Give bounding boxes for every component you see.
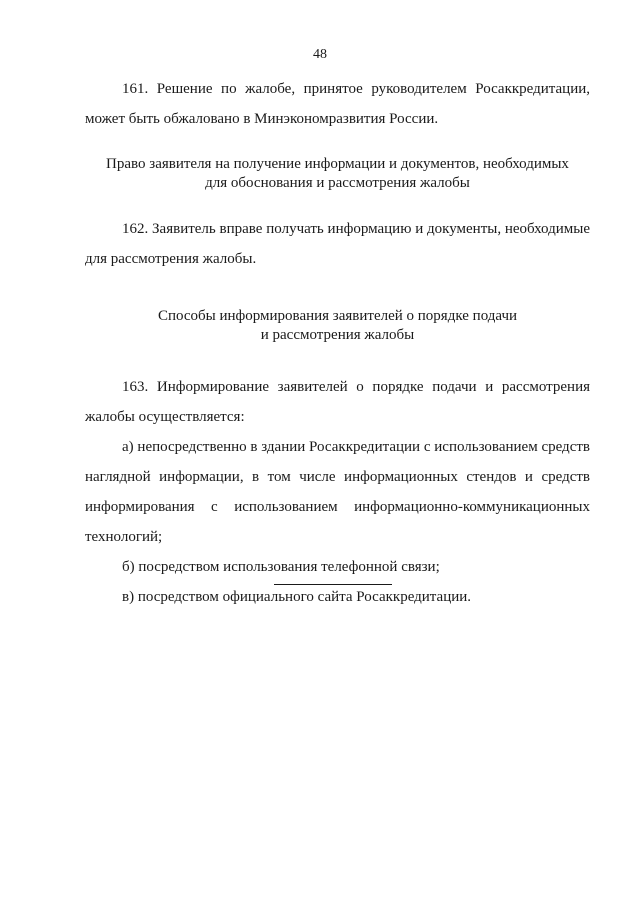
list-item-c: в) посредством официального сайта Росаккредитации. (122, 589, 472, 605)
list-item-a: а) непосредственно в здании Росаккредитации с использованием средств наглядной информации, в том числе информационных стендов и средств информирования с использованием информационно-коммуникационных технологий; (85, 439, 590, 545)
end-of-section-rule (274, 584, 392, 585)
section-heading-right-to-information (85, 155, 590, 193)
paragraph-161: 161. Решение по жалобе, принятое руководителем Росаккредитации, может быть обжаловано в Минэкономразвития России. (85, 81, 590, 127)
section-heading-line: Способы информирования заявителей о порядке подачи (157, 308, 518, 324)
page-number: 48 (313, 47, 327, 62)
section-heading-line: для обоснования и рассмотрения жалобы (205, 175, 470, 191)
section-heading-line: Право заявителя на получение информации и документов, необходимых (106, 156, 569, 172)
list-item-b: б) посредством использования телефонной связи; (122, 559, 440, 575)
paragraph-163-intro: 163. Информирование заявителей о порядке подачи и рассмотрения жалобы осуществляется: (85, 379, 590, 425)
section-heading-line: и рассмотрения жалобы (260, 327, 415, 343)
section-heading-methods-of-informing (85, 307, 590, 345)
paragraph-162: 162. Заявитель вправе получать информацию и документы, необходимые для рассмотрения жалобы. (85, 221, 590, 267)
document-body (85, 74, 590, 612)
